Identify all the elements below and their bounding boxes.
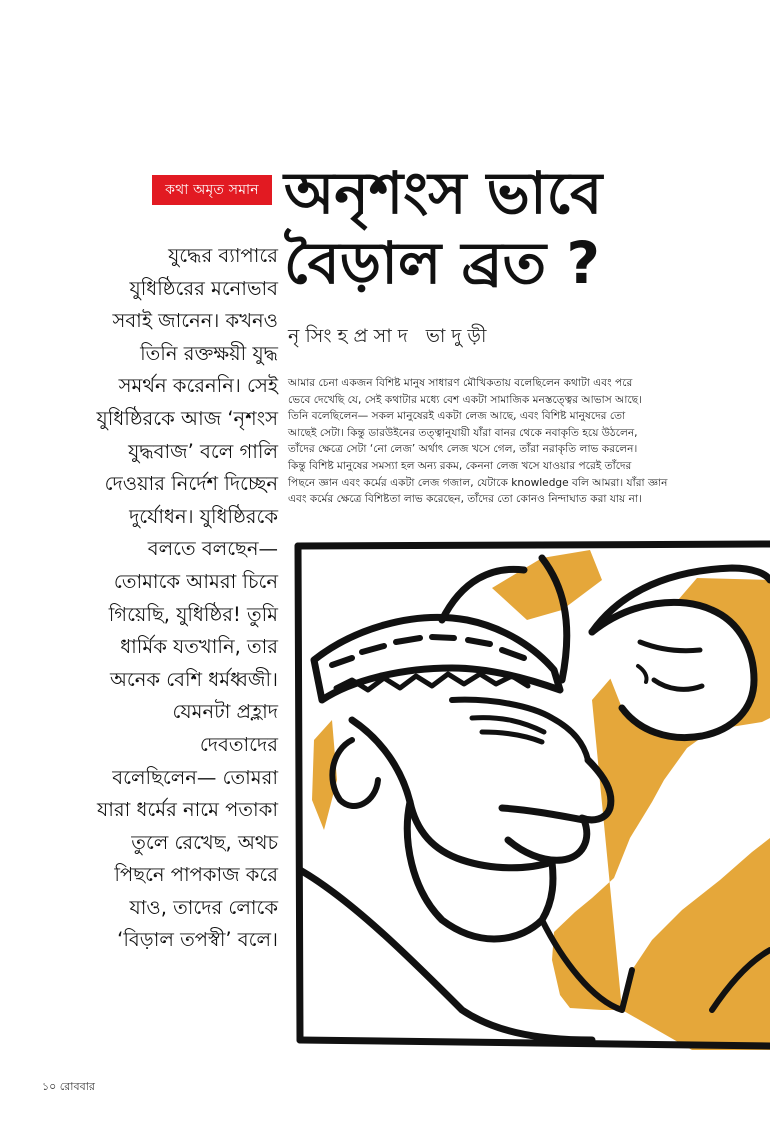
face-jaw bbox=[352, 720, 552, 868]
intro-line: তিনি বলেছিলেন— সকল মানুষেরই একটা লেজ আছে, এবং বিশিষ্ট মানুষদের তো bbox=[288, 410, 626, 423]
pull-quote-line: যুদ্ধবাজ’ বলে গালি bbox=[128, 439, 278, 463]
pull-quote-line: ‘বিড়াল তপস্বী’ বলে। bbox=[117, 928, 278, 952]
illustration-yudhishthira bbox=[292, 540, 770, 1050]
pull-quote-line: তুলে রেখেছ, অথচ bbox=[131, 830, 278, 854]
frame-left-edge bbox=[298, 546, 300, 1040]
face-mustache bbox=[502, 808, 587, 860]
pull-quote-line: যুদ্ধের ব্যাপারে bbox=[168, 244, 278, 267]
pull-quote-line: দুর্যোধন। যুধিষ্ঠিরকে bbox=[129, 504, 278, 528]
pull-quote bbox=[40, 240, 278, 957]
pull-quote-line: দেবতাদের bbox=[199, 732, 278, 756]
pull-quote-line: পিছনে পাপকাজ করে bbox=[114, 863, 278, 887]
page-folio: ১০ রোববার bbox=[42, 1080, 95, 1093]
pull-quote-line: বলেছিলেন— তোমরা bbox=[112, 765, 278, 789]
pull-quote-line: যারা ধর্মের নামে পতাকা bbox=[97, 798, 278, 822]
pull-quote-line: সবাই জানেন। কখনও bbox=[112, 309, 278, 333]
face-ear bbox=[332, 740, 378, 806]
face-beard bbox=[407, 802, 553, 939]
intro-line: পিছনে জ্ঞান এবং কর্মের একটা লেজ গজাল, যেটাকে knowledge বলি আমরা। যাঁরা জ্ঞান bbox=[288, 476, 668, 489]
headline bbox=[284, 158, 754, 298]
frame-top-edge bbox=[298, 544, 770, 546]
pull-quote-line: ধার্মিক যতখানি, তার bbox=[120, 635, 278, 659]
intro-line: আছেই সেটা। কিন্তু ডারউইনের তত্ত্বানুযায়ী যাঁরা বানর থেকে নবাকৃতি হয়ে উঠলেন, bbox=[288, 426, 638, 439]
intro-line: কিন্তু বিশিষ্ট মানুষের সমস্যা হল অন্য রকম, কেননা লেজ খসে যাওয়ার পরেই তাঁদের bbox=[288, 459, 632, 472]
pull-quote-line: যুধিষ্ঠিরের মনোভাব bbox=[129, 276, 278, 300]
headline-line-1: অনৃশংস ভাবে bbox=[284, 159, 603, 227]
face-eye bbox=[472, 718, 544, 742]
pull-quote-line: তোমাকে আমরা চিনে bbox=[113, 569, 278, 593]
pull-quote-line: গিয়েছি, যুধিষ্ঠির! তুমি bbox=[108, 602, 278, 626]
pull-quote-line: অনেক বেশি ধর্মধ্বজী। bbox=[110, 667, 278, 691]
pull-quote-line: যেমনটা প্রহ্লাদ bbox=[172, 700, 278, 724]
pull-quote-line: যুধিষ্ঠিরকে আজ ‘নৃশংস bbox=[96, 406, 278, 430]
intro-line: তাঁদের ক্ষেত্রে সেটা ‘নো লেজ’ অর্থাৎ লেজ খসে গেল, তাঁরা নরাকৃতি লাভ করলেন। bbox=[288, 443, 638, 456]
headline-line-2: বৈড়াল ব্রত ? bbox=[284, 229, 600, 297]
intro-line: আমার চেনা একজন বিশিষ্ট মানুষ সাধারণ মৌখিকতায় বলেছিলেন কথাটা এবং পরে bbox=[288, 377, 633, 389]
pull-quote-line: সমর্থন করেননি। সেই bbox=[118, 374, 278, 398]
face-brow bbox=[452, 700, 588, 760]
author-byline: নৃসিংহপ্রসাদ ভাদুড়ী bbox=[288, 325, 493, 347]
intro-paragraph bbox=[288, 375, 700, 508]
pull-quote-line: বলতে বলছেন— bbox=[147, 537, 278, 561]
column-tag: কথা অমৃত সমান bbox=[152, 175, 272, 205]
intro-line: এবং কর্মের ক্ষেত্রে বিশিষ্টতা লাভ করেছেন, তাঁদের তো কোনও নিন্দাঘাত করা যায় না। bbox=[288, 493, 642, 506]
pull-quote-line: তিনি রক্তক্ষয়ী যুদ্ধ bbox=[140, 341, 278, 365]
intro-line: ভেবে দেখেছি যে, সেই কথাটার মধ্যে বেশ একটা সামাজিক মনস্তত্ত্বের আভাস আছে। bbox=[288, 393, 642, 406]
pull-quote-line: দেওয়ার নির্দেশ দিচ্ছেন bbox=[104, 472, 278, 496]
pull-quote-line: যাও, তাদের লোকে bbox=[129, 895, 278, 919]
